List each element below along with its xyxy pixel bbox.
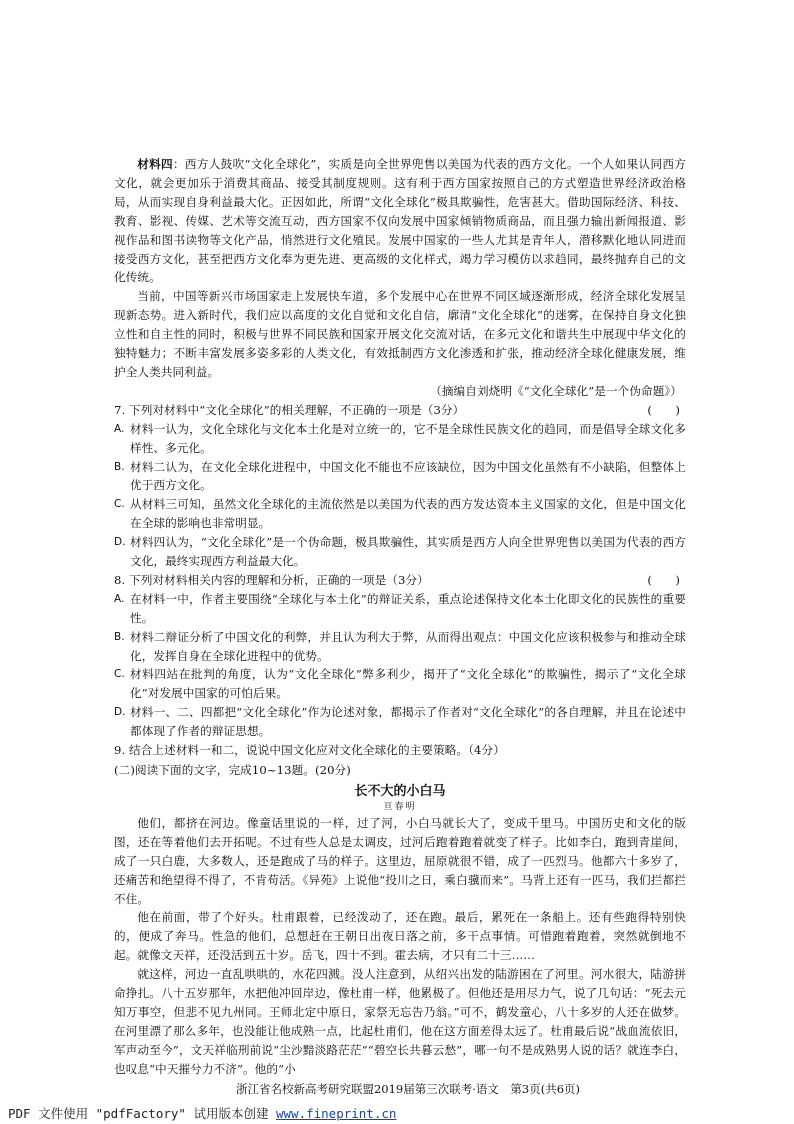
- option-text: 在材料一中，作者主要围绕“全球化与本土化”的辩证关系，重点论述保持文化本土化即文化的民族性的重要性。: [130, 591, 686, 625]
- material4-paragraph-2: 当前，中国等新兴市场国家走上发展快车道，多个发展中心在世界不同区域逐渐形成，经济全球化发展呈现新态势。进入新时代，我们应以高度的文化自觉和文化自信，廓清“文化全球化”的迷雾，在保持自身文化独立性和自主性的同时，积极与世界不同民族和国家开展文化交流对话，在多元文化和谐共生中展现中华文化的独特魅力；不断丰富发展多姿多彩的人类文化，有效抵制西方文化渗透和扩张，推动经济全球化健康发展，维护全人类共同利益。: [114, 289, 686, 379]
- question-7-stem: [114, 401, 686, 420]
- option-letter: B.: [114, 460, 125, 473]
- fineprint-link[interactable]: www.fineprint.cn: [276, 1106, 397, 1121]
- option-letter: A.: [114, 422, 125, 435]
- material4-text-1: ：西方人鼓吹“文化全球化”，实质是向全世界兜售以美国为代表的西方文化。一个人如果认同西方文化，就会更加乐于消费其商品、接受其制度规则。这有利于西方国家按照自己的方式塑造世界经济政治格局，从而实现自身利益最大化。正因如此，所谓“文化全球化”极具欺骗性，危害甚大。借助国际经济、科技、教育、影视、传媒、艺术等交流互动，西方国家不仅向发展中国家倾销物质商品，而且强力输出新闻报道、影视作品和图书读物等文化产品，悄然进行文化殖民。发展中国家的一些人尤其是青年人，潜移默化地认同进而接受西方文化，甚至把西方文化奉为更先进、更高级的文化样式，竭力学习模仿以求趋同，最终抛弃自己的文化传统。: [114, 157, 686, 285]
- option-text: 材料一认为，文化全球化与文化本土化是对立统一的，它不是全球性民族文化的趋同，而是倡导全球文化多样性、多元化。: [130, 421, 686, 455]
- option-letter: D.: [114, 536, 126, 549]
- pdf-watermark-text: PDF 文件使用 "pdfFactory" 试用版本创建: [8, 1106, 276, 1121]
- question-8-option-b: [114, 628, 686, 666]
- option-letter: C.: [114, 668, 125, 681]
- question-7-option-a: [114, 420, 686, 458]
- question-7-option-c: [114, 495, 686, 533]
- question-7-answer-blank: ( ): [647, 402, 680, 417]
- option-letter: A.: [114, 592, 125, 605]
- question-9: 9. 结合上述材料一和二，说说中国文化应对文化全球化的主要策略。（4分）: [114, 743, 505, 758]
- story-author: 亘春明: [383, 801, 417, 812]
- story-paragraph-3: 就这样，河边一直乱哄哄的，水花四溅。没人注意到，从绍兴出发的陆游困在了河里。河水很大，陆游拼命挣扎。八十五岁那年，水把他冲回岸边，像杜甫一样，他累极了。但他还是用尽力气，说了几句话：“死去元知万事空，但悲不见九州同。王师北定中原日，家祭无忘告乃翁。”可不，鹤发童心，八十多岁的人还在做梦。在河里漂了那么多年，也没能让他成熟一点，比起杜甫们，他在这方面差得太远了。杜甫最后说“战血流依旧，军声动至今”，文天祥临刑前说“尘沙黯淡路茫茫”“碧空长共暮云愁”，哪一句不是成熟男人说的话？就连李白，也叹息“中天摧兮力不济”。他的“小: [114, 967, 686, 1076]
- story-paragraph-2: 他在前面，带了个好头。杜甫跟着，已经泼动了，还在跑。最后，累死在一条船上。还有些跑得特别快的，便成了奔马。性急的他们，总想赶在王朝日出夜日落之前，多干点事情。可惜跑着跑着，突然就倒地不起。就像文天祥，还没活到五十岁。岳飞，四十不到。霍去病，才只有二十三……: [114, 910, 686, 963]
- section-2-heading: (二)阅读下面的文字，完成10~13题。(20分): [114, 763, 351, 777]
- page-body: [114, 155, 686, 1079]
- question-8-option-d: [114, 703, 686, 741]
- pdf-watermark-bar: [8, 1104, 396, 1122]
- option-text: 从材料三可知，虽然文化全球化的主流依然是以美国为代表的西方发达资本主义国家的文化，但是中国文化在全球的影响也非常明显。: [130, 497, 686, 531]
- question-8-text: 8. 下列对材料相关内容的理解和分析，正确的一项是（3分）: [114, 572, 429, 587]
- option-letter: B.: [114, 630, 125, 643]
- question-8-option-a: [114, 590, 686, 628]
- option-letter: C.: [114, 498, 125, 511]
- material4-paragraph-1: [114, 155, 686, 287]
- question-8-stem: [114, 571, 686, 590]
- question-7-option-b: [114, 458, 686, 496]
- option-text: 材料四站在批判的角度，认为“文化全球化”弊多利少，揭开了“文化全球化”的欺骗性，揭示了“文化全球化”对发展中国家的可怕后果。: [130, 667, 686, 701]
- story-title: 长不大的小白马: [354, 783, 446, 799]
- option-letter: D.: [114, 706, 126, 719]
- material4-source: （摘编自刘烧明《“文化全球化”是一个伪命题》）: [430, 383, 682, 398]
- story-paragraph-1: 他们，都挤在河边。像童话里说的一样，过了河，小白马就长大了，变成千里马。中国历史和文化的版图，还在等着他们去开拓呢。不过有些人总是太调皮，过河后跑着跑着就变了样子。比如李白，跑到青崖间，成了一只白鹿，大多数人，还是跑成了马的样子。这里边，屈原就很不错，成了一匹烈马。他都六十多岁了，还痛苦和绝望得不得了，不肯苟活。《异苑》上说他“投川之日，乘白骥而来”。马背上还有一匹马，我们拦都拦不住。: [114, 815, 686, 906]
- question-7-option-d: [114, 533, 686, 571]
- option-text: 材料二辩证分析了中国文化的利弊，并且认为利大于弊，从而得出观点：中国文化应该积极参与和推动全球化，发挥自身在全球化进程中的优势。: [130, 629, 686, 663]
- option-text: 材料二认为，在文化全球化进程中，中国文化不能也不应该缺位，因为中国文化虽然有不小缺陷，但整体上优于西方文化。: [130, 459, 686, 493]
- question-8-answer-blank: ( ): [647, 572, 680, 587]
- option-text: 材料一、二、四都把“文化全球化”作为论述对象，都揭示了作者对“文化全球化”的各自理解，并且在论述中都体现了作者的辩证思想。: [130, 705, 686, 739]
- material4-label: 材料四: [137, 157, 173, 171]
- question-8-option-c: [114, 665, 686, 703]
- question-7-text: 7. 下列对材料中“文化全球化”的相关理解，不正确的一项是（3分）: [114, 402, 465, 417]
- option-text: 材料四认为，“文化全球化”是一个伪命题，极具欺骗性，其实质是西方人向全世界兜售以美国为代表的西方文化，最终实现西方利益最大化。: [130, 535, 686, 569]
- footer-text: 浙江省名校新高考研究联盟2019届第三次联考·语文 第3页(共6页): [235, 1082, 580, 1096]
